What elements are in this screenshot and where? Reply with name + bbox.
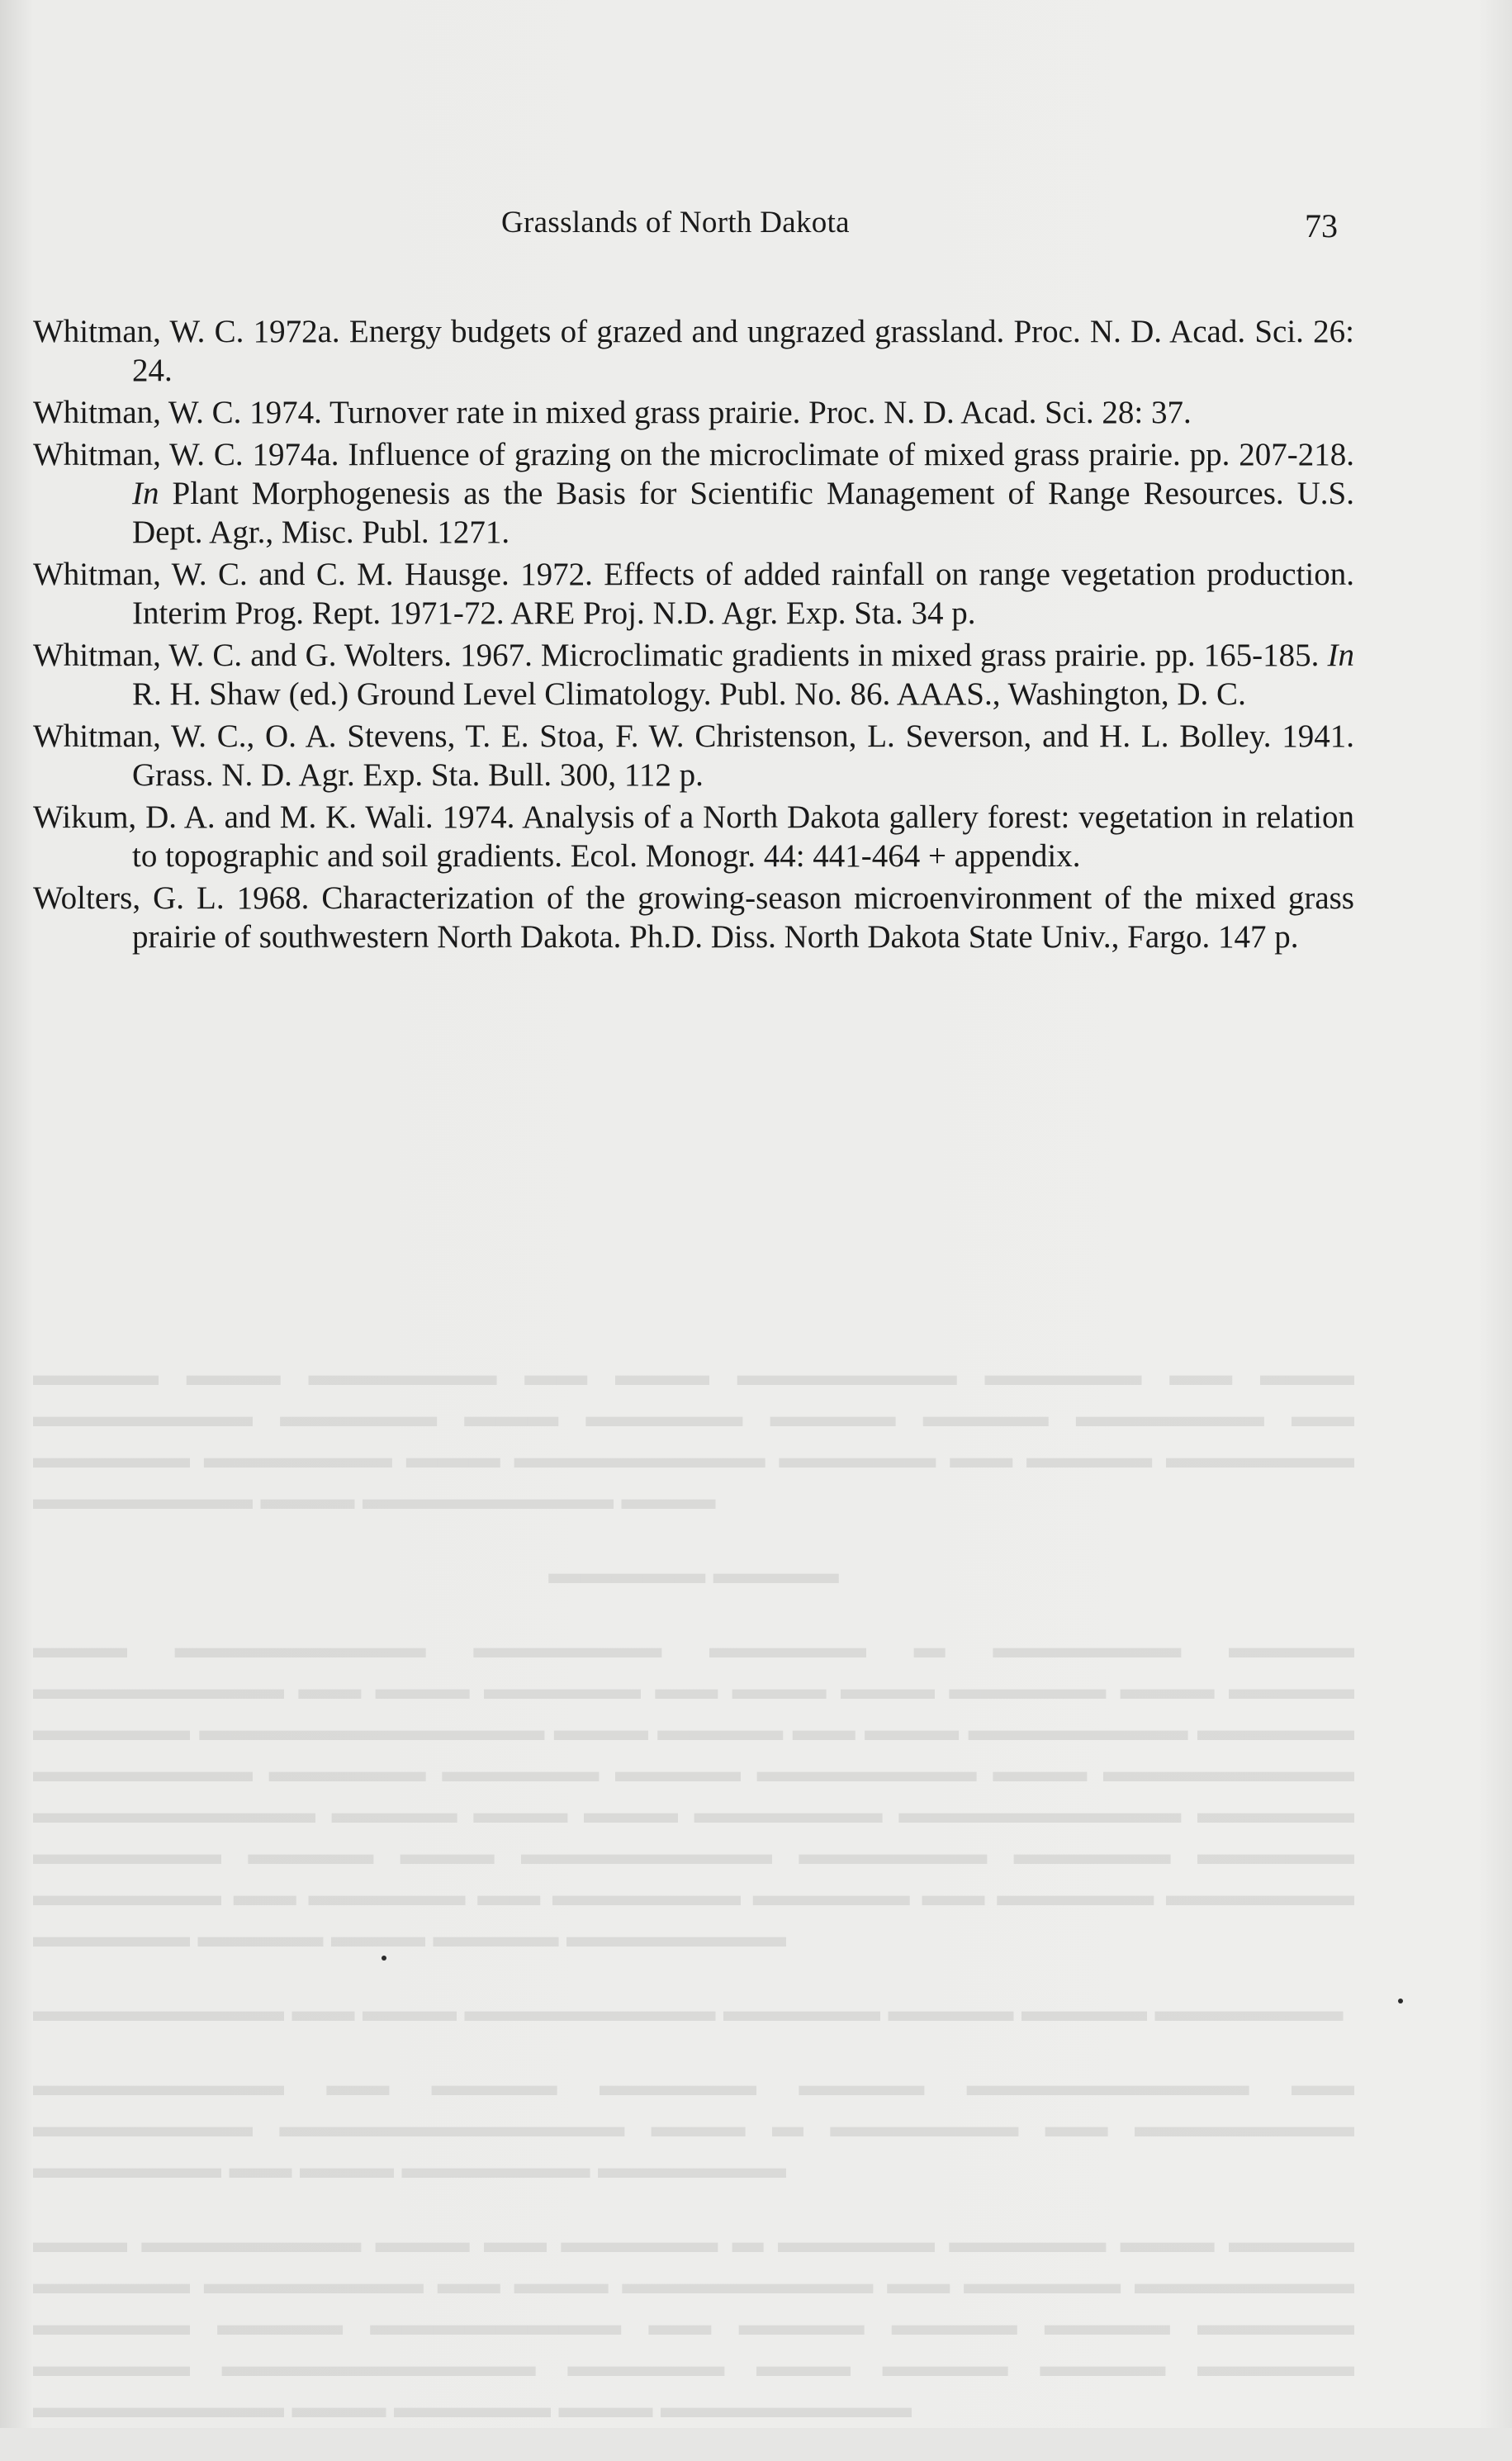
reference-text: Whitman, W. C., O. A. Stevens, T. E. Stoa, F. W. Christenson, L. Severson, and H. L. Bolley. 1941. Grass. N. D. Agr. Exp. Sta. Bull. 300, 112 p.	[33, 718, 1354, 793]
reference-text-before: Whitman, W. C. and G. Wolters. 1967. Microclimatic gradients in mixed grass prairie. pp. 165-185.	[33, 638, 1328, 673]
running-title: Grasslands of North Dakota	[501, 206, 850, 239]
reference-entry	[33, 798, 1354, 875]
reference-entry	[33, 636, 1354, 714]
reference-text-before: Whitman, W. C. 1974a. Influence of grazing on the microclimate of mixed grass prairie. pp. 207-218.	[33, 437, 1354, 472]
reference-italic-in: In	[1327, 638, 1354, 673]
reference-entry	[33, 435, 1354, 552]
page-header	[0, 205, 1512, 246]
reference-text-after: R. H. Shaw (ed.) Ground Level Climatology. Publ. No. 86. AAAS., Washington, D. C.	[132, 676, 1246, 712]
page-number: 73	[1305, 207, 1338, 244]
reference-list	[33, 312, 1354, 960]
print-speck	[1398, 1999, 1403, 2003]
reference-text-after: Plant Morphogenesis as the Basis for Scientific Management of Range Resources. U.S. Dept. Agr., Misc. Publ. 1271.	[132, 476, 1354, 550]
reference-entry	[33, 879, 1354, 956]
reference-entry	[33, 312, 1354, 390]
reference-entry	[33, 555, 1354, 633]
reference-entry	[33, 717, 1354, 794]
bleed-through-texture: ▬▬▬▬ ▬▬▬ ▬▬▬▬▬▬ ▬▬ ▬▬▬ ▬▬▬▬▬▬▬ ▬▬▬▬▬ ▬▬ ▬▬▬ ▬▬▬▬▬▬▬ ▬▬▬▬▬ ▬▬▬ ▬▬▬▬▬ ▬▬▬▬ ▬▬▬▬ ▬▬▬▬▬▬ ▬▬ ▬▬▬▬▬ ▬▬▬▬▬▬ ▬▬▬ ▬▬▬▬▬▬▬▬ ▬▬▬▬▬ ▬▬ ▬▬▬▬ ▬▬▬▬▬▬ ▬▬▬▬▬▬▬ ▬▬▬ ▬▬▬▬▬▬▬▬ ▬▬▬ ▬▬▬▬▬ ▬▬▬▬ ▬▬▬ ▬▬▬▬▬▬▬▬ ▬▬▬▬▬▬ ▬▬▬▬▬ ▬ ▬▬▬▬▬▬ ▬▬▬▬ ▬▬▬▬▬▬▬▬ ▬▬ ▬▬▬ ▬▬▬▬▬ ▬▬ ▬▬▬ ▬▬▬ ▬▬▬▬▬ ▬▬▬ ▬▬▬▬ ▬▬▬▬▬ ▬▬▬▬▬▬▬▬▬▬▬ ▬▬▬ ▬▬▬▬ ▬▬ ▬▬▬ ▬▬▬▬▬▬▬ ▬▬▬▬▬ ▬▬▬▬▬▬▬ ▬▬▬▬▬ ▬▬▬▬▬ ▬▬▬▬ ▬▬▬▬▬▬▬ ▬▬▬ ▬▬▬▬▬▬▬▬ ▬▬▬▬▬▬▬▬▬ ▬▬▬▬ ▬▬▬ ▬▬▬ ▬▬▬▬▬▬ ▬▬▬▬▬▬▬▬▬ ▬▬▬▬▬ ▬▬▬▬▬▬ ▬▬▬▬ ▬▬▬ ▬▬▬▬▬▬▬▬ ▬▬▬▬▬▬ ▬▬▬▬▬ ▬▬▬▬▬ ▬▬▬▬▬▬ ▬▬ ▬▬▬▬▬ ▬▬ ▬▬▬▬▬▬ ▬▬▬▬▬ ▬▬ ▬▬▬▬▬ ▬▬▬▬▬▬ ▬▬▬▬▬ ▬▬▬▬ ▬▬▬ ▬▬▬▬ ▬▬▬▬▬▬▬ ▬▬▬▬▬▬▬▬ ▬▬ ▬▬▬ ▬▬▬▬▬▬▬▬ ▬▬▬▬▬ ▬▬▬▬ ▬▬▬▬ ▬▬▬▬▬▬ ▬▬▬▬▬▬▬▬ ▬▬ ▬▬▬▬ ▬▬▬▬▬ ▬▬▬▬ ▬▬▬▬▬▬▬▬▬ ▬▬ ▬▬▬▬▬▬▬ ▬▬▬▬▬▬▬▬▬▬▬ ▬▬▬ ▬ ▬▬▬▬▬▬ ▬▬ ▬▬▬▬▬▬▬ ▬▬▬▬▬▬ ▬▬ ▬▬▬ ▬▬▬▬▬▬ ▬▬▬▬▬▬ ▬▬▬ ▬▬▬▬▬▬▬ ▬▬▬ ▬▬ ▬▬▬▬▬ ▬ ▬▬▬▬▬ ▬▬▬▬▬ ▬▬▬ ▬▬▬▬ ▬▬▬▬▬ ▬▬▬▬▬▬▬ ▬▬ ▬▬▬ ▬▬▬▬▬▬▬▬ ▬▬ ▬▬▬▬▬ ▬▬▬▬▬▬▬ ▬▬▬▬▬ ▬▬▬▬ ▬▬▬▬▬▬▬▬ ▬▬ ▬▬▬▬ ▬▬▬▬ ▬▬▬▬ ▬▬▬▬▬ ▬▬▬▬▬ ▬▬▬▬▬▬▬▬▬▬ ▬▬▬▬▬ ▬▬▬ ▬▬▬▬ ▬▬▬▬ ▬▬▬▬▬ ▬▬▬▬▬▬▬▬ ▬▬▬ ▬▬▬▬▬ ▬▬▬ ▬▬▬▬▬▬▬▬	[33, 1358, 1354, 2425]
reference-entry	[33, 393, 1354, 432]
reference-text: Whitman, W. C. 1974. Turnover rate in mixed grass prairie. Proc. N. D. Acad. Sci. 28: 37.	[33, 395, 1192, 430]
reference-text: Whitman, W. C. 1972a. Energy budgets of grazed and ungrazed grassland. Proc. N. D. Acad. Sci. 26: 24.	[33, 314, 1354, 388]
print-speck	[382, 1956, 386, 1961]
reference-text: Wolters, G. L. 1968. Characterization of the growing-season microenvironment of the mixed grass prairie of southwestern North Dakota. Ph.D. Diss. North Dakota State Univ., Fargo. 147 p.	[33, 880, 1354, 955]
reference-italic-in: In	[132, 476, 159, 511]
reference-text: Wikum, D. A. and M. K. Wali. 1974. Analysis of a North Dakota gallery forest: vegetation in relation to topographic and soil gradients. Ecol. Monogr. 44: 441-464 + appendix.	[33, 799, 1354, 874]
reference-text: Whitman, W. C. and C. M. Hausge. 1972. Effects of added rainfall on range vegetation production. Interim Prog. Rept. 1971-72. ARE Proj. N.D. Agr. Exp. Sta. 34 p.	[33, 557, 1354, 631]
